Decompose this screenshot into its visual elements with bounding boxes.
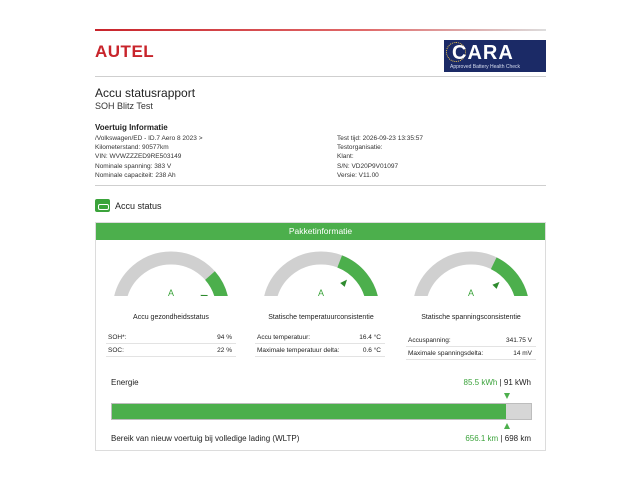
table-value: 22 % (217, 347, 232, 354)
energy-total: 91 kWh (503, 378, 531, 387)
cara-title: CARA (452, 42, 514, 64)
gauge-label: Statische temperatuurconsistentie (268, 314, 374, 321)
table-row (406, 347, 536, 360)
table-key: Maximale spanningsdelta: (408, 350, 484, 357)
info-line: Nominale spanning: 383 V (95, 162, 172, 170)
table-row (106, 331, 236, 344)
table-key: Maximale temperatuur delta: (257, 347, 340, 354)
gauge-temperature (251, 248, 391, 321)
report-subtitle: SOH Blitz Test (95, 101, 153, 111)
info-line: Nominale capaciteit: 238 Ah (95, 171, 176, 179)
gauge-grade: A (167, 288, 174, 298)
table-value: 341.75 V (505, 337, 532, 344)
info-line: Testorganisatie: (337, 144, 383, 152)
gauge-grade: A (317, 288, 324, 298)
temperature-table (255, 331, 385, 357)
health-table (106, 331, 236, 357)
report-title: Accu statusrapport (95, 86, 196, 100)
range-total: 698 km (504, 434, 531, 443)
info-line: /Volkswagen/ED - ID.7 Aero 8 2023 > (95, 135, 203, 142)
header-rule (95, 29, 546, 31)
energy-separator: | (499, 378, 502, 387)
table-value: 0.6 °C (362, 347, 381, 354)
range-label: Bereik van nieuw voertuig bij volledige lading (WLTP) (111, 434, 300, 443)
autel-logo: AUTEL (95, 42, 155, 61)
gauge-health (101, 248, 241, 321)
pack-info-panel (95, 222, 546, 451)
range-separator: | (500, 434, 503, 443)
energy-current: 85.5 kWh (463, 378, 498, 387)
energy-value (464, 378, 531, 387)
energy-label: Energie (111, 378, 139, 387)
info-line: Test tijd: 2026-09-23 13:35:57 (337, 135, 424, 142)
table-row (106, 344, 236, 357)
gauge-label: Statische spanningsconsistentie (421, 314, 521, 321)
table-value: 94 % (217, 334, 232, 341)
info-line: Kilometerstand: 90577km (95, 144, 169, 152)
vehicle-info-left (95, 134, 203, 180)
divider (95, 185, 546, 186)
cara-badge (444, 40, 546, 72)
vehicle-info-right (337, 134, 423, 180)
table-row (255, 344, 385, 357)
gauge-voltage (401, 248, 541, 321)
divider (95, 76, 546, 77)
cara-subtitle: Approved Battery Health Check (450, 64, 521, 70)
table-value: 14 mV (513, 350, 532, 357)
table-key: Accuspanning: (408, 337, 451, 344)
voltage-table (406, 334, 536, 360)
gauge-label: Accu gezondheidsstatus (133, 314, 209, 321)
table-key: Accu temperatuur: (257, 334, 311, 341)
table-row (406, 334, 536, 347)
range-marker-icon (504, 423, 510, 429)
table-value: 16.4 °C (359, 334, 381, 341)
section-title: Accu status (115, 201, 162, 211)
vehicle-info-heading: Voertuig Informatie (95, 123, 168, 132)
table-key: SOH*: (108, 334, 127, 341)
table-key: SOC: (108, 347, 124, 354)
battery-icon (95, 199, 110, 212)
range-value (465, 434, 531, 443)
energy-marker-icon (504, 393, 510, 399)
table-row (255, 331, 385, 344)
gauge-grade: A (467, 288, 474, 298)
energy-bar (111, 403, 532, 420)
energy-bar-fill (112, 404, 506, 419)
info-line: Versie: V11.00 (337, 171, 379, 179)
panel-header: Pakketinformatie (96, 223, 545, 240)
range-current: 656.1 km (465, 434, 499, 443)
info-line: Klant: (337, 153, 354, 161)
info-line: S/N: VD20P9V01097 (337, 162, 399, 170)
info-line: VIN: WVWZZZED9RE503149 (95, 153, 182, 161)
